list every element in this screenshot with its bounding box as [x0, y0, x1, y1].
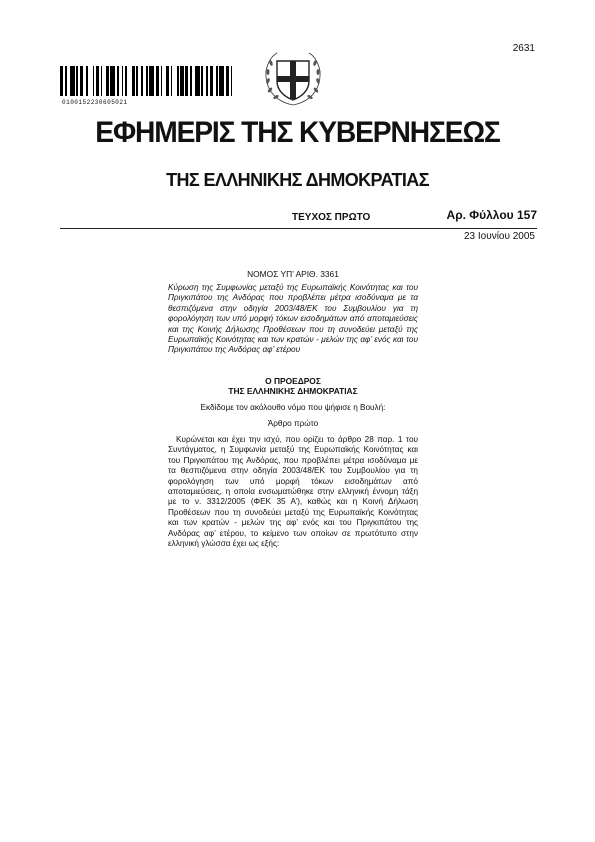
- page-number: 2631: [512, 43, 535, 54]
- sheet-number: Αρ. Φύλλου 157: [446, 208, 537, 222]
- enactment-clause: Εκδίδομε τον ακόλουθο νόμο που ψήφισε η Βουλή:: [200, 403, 386, 412]
- article-body: Κυρώνεται και έχει την ισχύ, που ορίζει το άρθρο 28 παρ. 1 του Συντάγματος, η Συμφωνία μεταξύ της Ευρωπαϊκής Κοινότητας και του Πριγκιπάτου της Ανδόρας, που προβλέπει μέτρα ισοδύναμα με τα θεσπιζόμενα στην οδηγία 2003/48/ΕΚ του Συμβουλίου για τη φορολόγηση των υπό μορφή τόκων εισοδημάτων από αποταμιεύσεις, η οποία ενσωματώθηκε στην ελληνική έννομη τάξη με το ν. 3312/2005 (ΦΕΚ 35 Α’), καθώς και η Κοινή Δήλωση Προθέσεων που τη συνοδεύει μεταξύ της Ευρωπαϊκής Κοινότητας και των κρατών - μελών της αφ’ ενός και του Πριγκιπάτου της Ανδόρας αφ’ ετέρου, το κείμενο των οποίων σε πρωτότυπο στην ελληνική γλώσσα έχει ως εξής:: [168, 435, 418, 549]
- masthead-subtitle: ΤΗΣ ΕΛΛΗΝΙΚΗΣ ΔΗΜΟΚΡΑΤΙΑΣ: [166, 170, 429, 190]
- president-heading: [168, 376, 418, 397]
- law-number: ΝΟΜΟΣ ΥΠ’ ΑΡΙΘ. 3361: [247, 269, 339, 279]
- barcode: [60, 66, 236, 96]
- greek-coat-of-arms-icon: [259, 45, 327, 113]
- president-heading-line2: ΤΗΣ ΕΛΛΗΝΙΚΗΣ ΔΗΜΟΚΡΑΤΙΑΣ: [228, 386, 358, 397]
- issue-label: ΤΕΥΧΟΣ ΠΡΩΤΟ: [292, 212, 371, 223]
- barcode-bar: [232, 66, 235, 96]
- law-description: Κύρωση της Συμφωνίας μεταξύ της Ευρωπαϊκής Κοινότητας και του Πριγκιπάτου της Ανδόρας που προβλέπει μέτρα ισοδύναμα με τα θεσπιζόμενα στην οδηγία 2003/48/ΕΚ του Συμβουλίου για τη φορολόγηση των υπό μορφή τόκων εισοδημάτων από αποταμιεύσεις και της Κοινής Δήλωσης Προθέσεων που τη συνοδεύει μεταξύ της Ευρωπαϊκής Κοινότητας και των κρατών - μελών της αφ’ ενός και του Πριγκιπάτου της Ανδόρας αφ’ ετέρου: [168, 283, 418, 355]
- issue-line: [60, 208, 537, 228]
- masthead-title: ΕΦΗΜΕΡΙΣ ΤΗΣ ΚΥΒΕΡΝΗΣΕΩΣ: [95, 116, 500, 149]
- article-heading: Άρθρο πρώτο: [267, 419, 319, 428]
- barcode-number: 0100152230605021: [62, 99, 128, 106]
- president-heading-line1: Ο ΠΡΟΕΔΡΟΣ: [265, 376, 321, 386]
- issue-date: 23 Ιουνίου 2005: [464, 231, 535, 242]
- header-divider: [60, 228, 537, 229]
